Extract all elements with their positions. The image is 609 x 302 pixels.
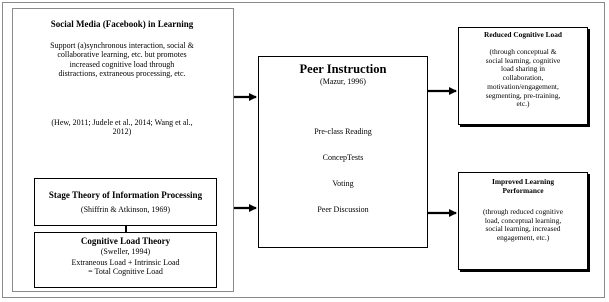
clt-citation: (Sweller, 1994) bbox=[100, 247, 151, 256]
stage-theory-box bbox=[34, 178, 217, 226]
reduced-cognitive-load-box bbox=[458, 27, 588, 125]
peer-instruction-title: Peer Instruction bbox=[299, 62, 387, 76]
peer-instruction-box bbox=[258, 56, 428, 248]
reduced-load-title: Reduced Cognitive Load bbox=[483, 30, 563, 39]
improved-learning-title: Improved Learning Performance bbox=[491, 177, 555, 195]
social-media-description: Support (a)synchronous interaction, social & collaborative learning, etc. but promotes increased cognitive load through distractions, extraneous processing, etc. bbox=[50, 41, 194, 79]
step-peer-discussion: Peer Discussion bbox=[317, 205, 369, 214]
step-conceptests: ConcepTests bbox=[322, 153, 364, 162]
improved-learning-description: (through reduced cognitive load, conceptual learning, social learning, increased engagement, etc.) bbox=[482, 207, 564, 243]
step-pre-class-reading: Pre-class Reading bbox=[314, 127, 372, 136]
social-media-citation: (Hew, 2011; Judele et al., 2014; Wang et al., 2012) bbox=[51, 118, 193, 137]
reduced-load-description: (through conceptual & social learning, cognitive load sharing in collaboration, motivation/engagement, segmenting, pre-training, etc.) bbox=[485, 47, 561, 109]
stage-theory-title: Stage Theory of Information Processing bbox=[48, 190, 203, 200]
social-media-box bbox=[20, 17, 224, 172]
improved-learning-box bbox=[458, 172, 588, 270]
stage-theory-citation: (Shiffrin & Atkinson, 1969) bbox=[80, 205, 171, 214]
peer-instruction-citation: (Mazur, 1996) bbox=[320, 77, 366, 86]
cognitive-load-theory-box bbox=[34, 232, 217, 288]
step-voting: Voting bbox=[332, 179, 354, 188]
clt-title: Cognitive Load Theory bbox=[80, 236, 171, 246]
social-media-title: Social Media (Facebook) in Learning bbox=[50, 19, 194, 29]
clt-formula: Extraneous Load + Intrinsic Load = Total Cognitive Load bbox=[71, 258, 180, 277]
